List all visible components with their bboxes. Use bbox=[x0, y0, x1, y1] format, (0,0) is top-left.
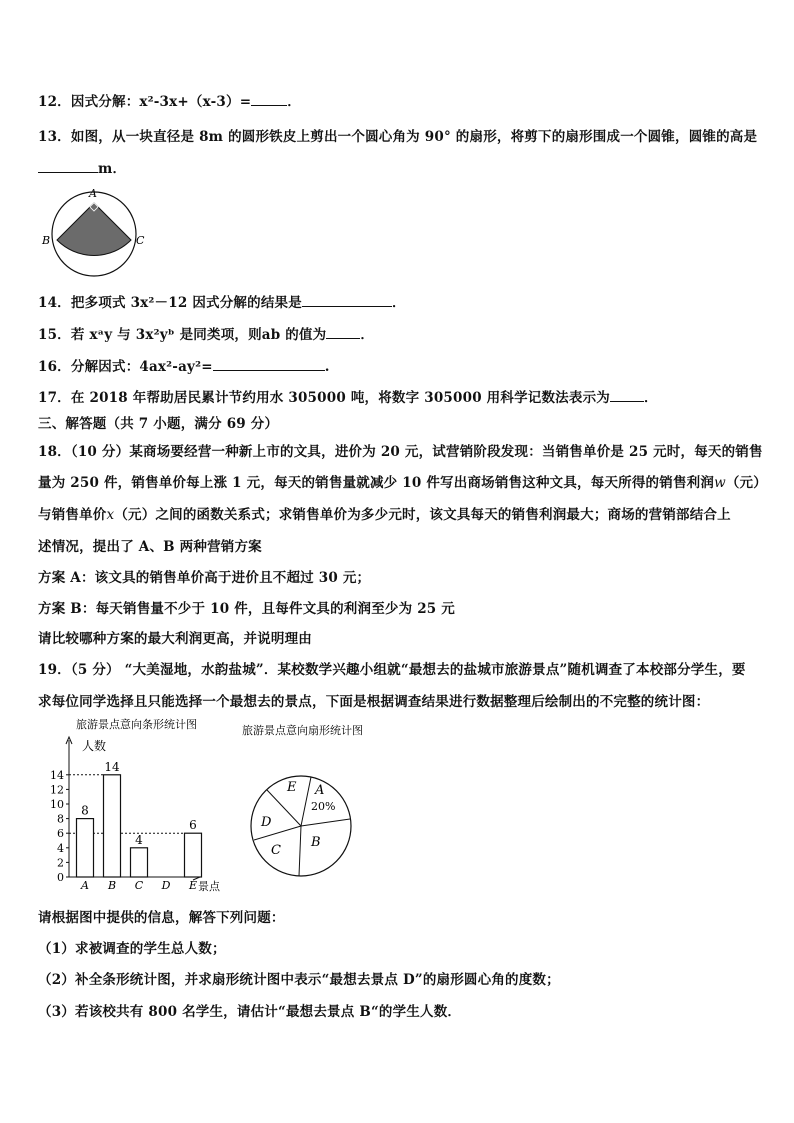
x-tick-label: C bbox=[134, 879, 144, 892]
bar-value-label: 14 bbox=[104, 759, 120, 774]
question-13 bbox=[38, 125, 757, 145]
question-17 bbox=[38, 386, 658, 406]
x-tick-label: B bbox=[107, 879, 117, 892]
y-tick-label: 14 bbox=[50, 768, 64, 782]
question-text: 若 xᵃy 与 3x²yᵇ 是同类项，则ab 的值为 bbox=[70, 327, 327, 343]
question-number: 12． bbox=[38, 94, 71, 110]
question-number: 16． bbox=[38, 359, 71, 375]
x-tick-label: D bbox=[161, 879, 171, 892]
question-19-prompt: 请根据图中提供的信息，解答下列问题： bbox=[38, 910, 285, 926]
punct: ． bbox=[360, 327, 375, 343]
y-tick-label: 4 bbox=[57, 841, 64, 855]
text: 量为 250 件，销售单价每上涨 1 元，每天的销售量就减少 10 件写出商场销售这种文具，每天所得的销售利润 bbox=[38, 475, 715, 491]
pie-layer bbox=[251, 776, 351, 876]
figure-13-circle-sector bbox=[40, 183, 160, 283]
sub-question-1: （1）求被调查的学生总人数； bbox=[38, 941, 226, 957]
bar-E bbox=[185, 833, 202, 877]
sub-question-2: （2）补全条形统计图，并求扇形统计图中表示“最想去景点 D”的扇形圆心角的度数； bbox=[38, 972, 560, 988]
x-tick-label: A bbox=[81, 879, 89, 892]
punct: ． bbox=[643, 390, 658, 406]
answer-blank bbox=[302, 294, 392, 307]
question-18-line-4: 述情况，提出了 A、B 两种营销方案 bbox=[38, 539, 262, 555]
question-text: 在 2018 年帮助居民累计节约用水 305000 吨，将数字 305000 用科学记数法表示为 bbox=[70, 390, 610, 406]
bar-value-label: 8 bbox=[81, 803, 89, 818]
question-18-line-1: 18．（10 分）某商场要经营一种新上市的文具，进价为 20 元，试营销阶段发现：当销售单价是 25 元时，每天的销售 bbox=[38, 444, 763, 460]
y-tick-label: 12 bbox=[50, 783, 64, 797]
pie-slice-percent-A: 20% bbox=[311, 800, 336, 813]
answer-blank bbox=[610, 389, 644, 402]
answer-blank bbox=[251, 93, 287, 106]
plan-a: 方案 A：该文具的销售单价高于进价且不超过 30 元； bbox=[38, 570, 371, 586]
question-number: 14． bbox=[38, 295, 71, 311]
y-tick-label: 8 bbox=[57, 812, 64, 826]
question-19-line-2: 求每位同学选择且只能选择一个最想去的景点，下面是根据调查结果进行数据整理后绘制出的不完整的统计图： bbox=[38, 694, 710, 710]
punct: ． bbox=[391, 295, 406, 311]
text: （元） bbox=[725, 475, 767, 491]
question-15 bbox=[38, 323, 374, 343]
question-text: 因式分解：x²-3x+（x-3）= bbox=[70, 94, 252, 110]
question-text: 分解因式：4ax²-ay²= bbox=[70, 359, 213, 375]
question-18-line-2 bbox=[38, 471, 767, 491]
question-18-ask: 请比较哪种方案的最大利润更高，并说明理由 bbox=[38, 631, 312, 647]
bar-C bbox=[131, 848, 148, 877]
unit: m． bbox=[98, 161, 127, 177]
bar-value-label: 6 bbox=[189, 818, 197, 833]
label-A: A bbox=[89, 187, 97, 200]
question-13-answer bbox=[38, 157, 126, 177]
y-axis-label: 人数 bbox=[82, 739, 107, 753]
plan-b: 方案 B：每天销售量不少于 10 件，且每件文具的利润至少为 25 元 bbox=[38, 601, 455, 617]
pie-chart bbox=[238, 716, 368, 886]
bar-B bbox=[104, 775, 121, 877]
bar-chart-title: 旅游景点意向条形统计图 bbox=[76, 718, 197, 731]
answer-blank bbox=[38, 160, 98, 173]
bar-layer bbox=[50, 737, 202, 892]
text: 与销售单价 bbox=[38, 507, 107, 523]
question-14 bbox=[38, 291, 406, 311]
question-text: 把多项式 3x²－12 因式分解的结果是 bbox=[70, 295, 302, 311]
question-19-line-1: 19．（5 分） “大美湿地，水韵盐城”．某校数学兴趣小组就“最想去的盐城市旅游景点”随机调查了本校部分学生，要 bbox=[38, 662, 746, 678]
punct: ． bbox=[287, 94, 301, 110]
punct: . bbox=[324, 359, 330, 375]
x-axis-label: 景点 bbox=[198, 880, 220, 893]
y-tick-label: 0 bbox=[57, 871, 64, 884]
x-tick-label: E bbox=[188, 879, 198, 892]
sub-question-3: （3）若该校共有 800 名学生，请估计“最想去景点 B“的学生人数． bbox=[38, 1004, 462, 1020]
question-text: 如图，从一块直径是 8m 的圆形铁皮上剪出一个圆心角为 90° 的扇形，将剪下的扇形围成一个圆锥，圆锥的高是 bbox=[70, 129, 758, 145]
pie-slice-label-B: B bbox=[311, 835, 321, 850]
pie-chart-title: 旅游景点意向扇形统计图 bbox=[242, 724, 363, 737]
text: （元）之间的函数关系式；求销售单价为多少元时，该文具每天的销售利润最大；商场的营销部结合上 bbox=[114, 507, 731, 523]
question-12 bbox=[38, 90, 301, 110]
y-tick-label: 6 bbox=[57, 827, 64, 841]
question-number: 13． bbox=[38, 129, 71, 145]
bar-chart bbox=[38, 716, 238, 896]
section-heading: 三、解答题（共 7 小题，满分 69 分） bbox=[38, 416, 279, 432]
label-B: B bbox=[42, 234, 51, 247]
pie-slice-label-C: C bbox=[271, 843, 281, 858]
answer-blank bbox=[213, 358, 325, 371]
question-18-line-3 bbox=[38, 503, 731, 523]
y-tick-label: 2 bbox=[57, 856, 64, 870]
variable-x: x bbox=[106, 507, 115, 523]
question-number: 17． bbox=[38, 390, 71, 406]
label-C: C bbox=[136, 234, 145, 247]
bar-value-label: 4 bbox=[135, 832, 143, 847]
bar-A bbox=[77, 819, 94, 877]
pie-slice-label-D: D bbox=[261, 815, 272, 830]
pie-slice-label-E: E bbox=[287, 780, 297, 795]
variable-w: w bbox=[714, 475, 726, 491]
y-tick-label: 10 bbox=[50, 798, 64, 811]
answer-blank bbox=[326, 326, 360, 339]
question-16 bbox=[38, 355, 330, 375]
pie-slice-label-A: A bbox=[315, 783, 325, 798]
question-number: 15． bbox=[38, 327, 71, 343]
